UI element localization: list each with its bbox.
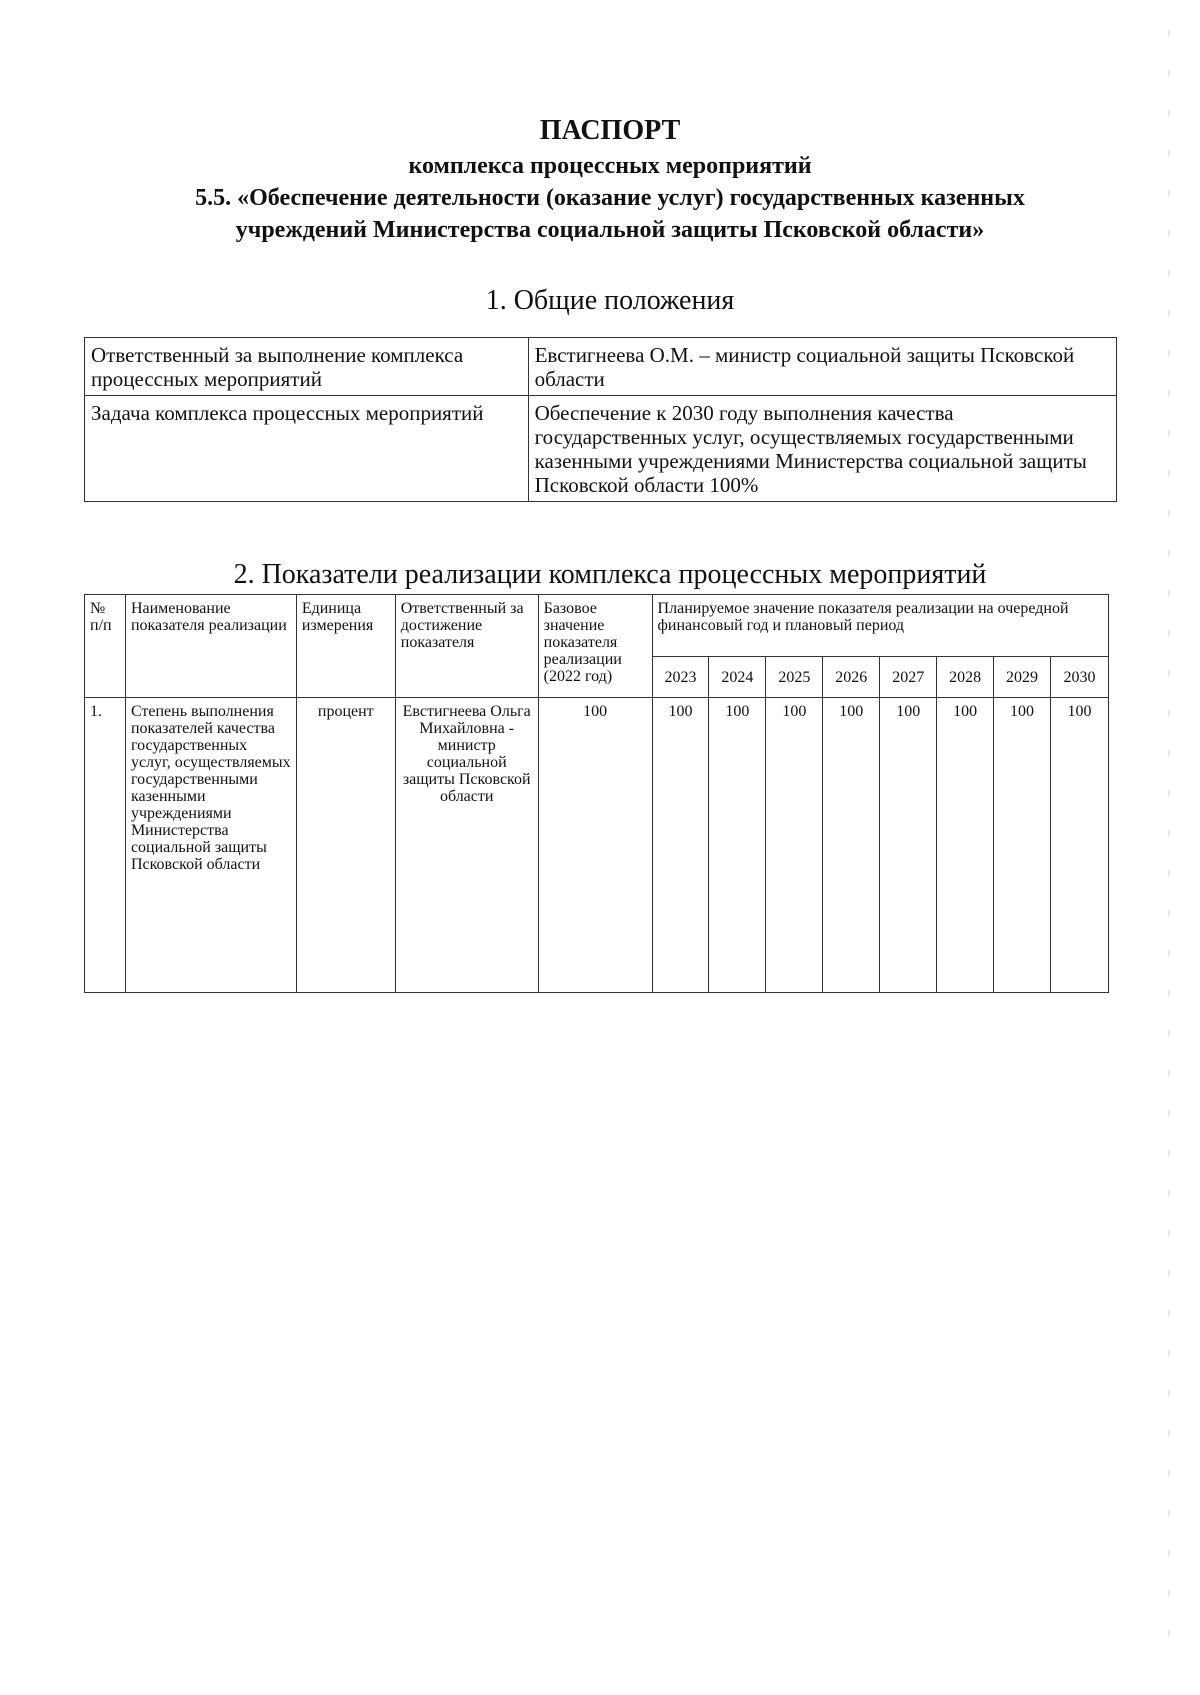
table-row bbox=[85, 698, 1109, 993]
general-provisions-table bbox=[84, 337, 1117, 502]
value-2025: 100 bbox=[766, 698, 823, 993]
header-year-2027: 2027 bbox=[880, 657, 937, 698]
value-2028: 100 bbox=[937, 698, 994, 993]
header-year-2024: 2024 bbox=[709, 657, 766, 698]
section-2-heading: 2. Показатели реализации комплекса процессных мероприятий bbox=[233, 559, 987, 590]
indicator-base-value: 100 bbox=[538, 698, 652, 993]
task-label: Задача комплекса процессных мероприятий bbox=[85, 396, 529, 502]
table-row bbox=[85, 338, 1117, 396]
title-block bbox=[60, 112, 1160, 246]
program-name-line-2: учреждений Министерства социальной защиты Псковской области» bbox=[235, 217, 985, 243]
header-year-2028: 2028 bbox=[937, 657, 994, 698]
header-unit: Единица измерения bbox=[296, 595, 395, 698]
value-2027: 100 bbox=[880, 698, 937, 993]
header-num: № п/п bbox=[85, 595, 126, 698]
row-num: 1. bbox=[85, 698, 126, 993]
scan-edge-artifact bbox=[1168, 30, 1170, 1650]
header-base: Базовое значение показателя реализации (2022 год) bbox=[538, 595, 652, 698]
header-year-2023: 2023 bbox=[652, 657, 709, 698]
table-header-row bbox=[85, 595, 1109, 657]
task-value: Обеспечение к 2030 году выполнения качества государственных услуг, осуществляемых государственными казенными учреждениями Министерства социальной защиты Псковской области 100% bbox=[528, 396, 1116, 502]
document-subtitle: комплекса процессных мероприятий bbox=[408, 153, 812, 179]
indicator-unit: процент bbox=[296, 698, 395, 993]
header-year-2029: 2029 bbox=[994, 657, 1051, 698]
indicators-table bbox=[84, 594, 1109, 993]
value-2029: 100 bbox=[994, 698, 1051, 993]
header-name: Наименование показателя реализации bbox=[125, 595, 296, 698]
header-year-2030: 2030 bbox=[1051, 657, 1109, 698]
section-1-heading: 1. Общие положения bbox=[485, 285, 735, 316]
value-2030: 100 bbox=[1051, 698, 1109, 993]
responsible-label: Ответственный за выполнение комплекса процессных мероприятий bbox=[85, 338, 529, 396]
header-year-2026: 2026 bbox=[823, 657, 880, 698]
value-2023: 100 bbox=[652, 698, 709, 993]
value-2026: 100 bbox=[823, 698, 880, 993]
table-row bbox=[85, 396, 1117, 502]
program-name-line-1: 5.5. «Обеспечение деятельности (оказание услуг) государственных казенных bbox=[195, 185, 1025, 211]
responsible-value: Евстигнеева О.М. – министр социальной защиты Псковской области bbox=[528, 338, 1116, 396]
header-responsible: Ответственный за достижение показателя bbox=[395, 595, 538, 698]
header-planned: Планируемое значение показателя реализации на очередной финансовый год и плановый период bbox=[652, 595, 1108, 657]
document-title: ПАСПОРТ bbox=[539, 115, 681, 146]
indicator-name: Степень выполнения показателей качества государственных услуг, осуществляемых государственными казенными учреждениями Министерства социальной защиты Псковской области bbox=[125, 698, 296, 993]
header-year-2025: 2025 bbox=[766, 657, 823, 698]
value-2024: 100 bbox=[709, 698, 766, 993]
indicator-responsible: Евстигнеева Ольга Михайловна - министр социальной защиты Псковской области bbox=[395, 698, 538, 993]
